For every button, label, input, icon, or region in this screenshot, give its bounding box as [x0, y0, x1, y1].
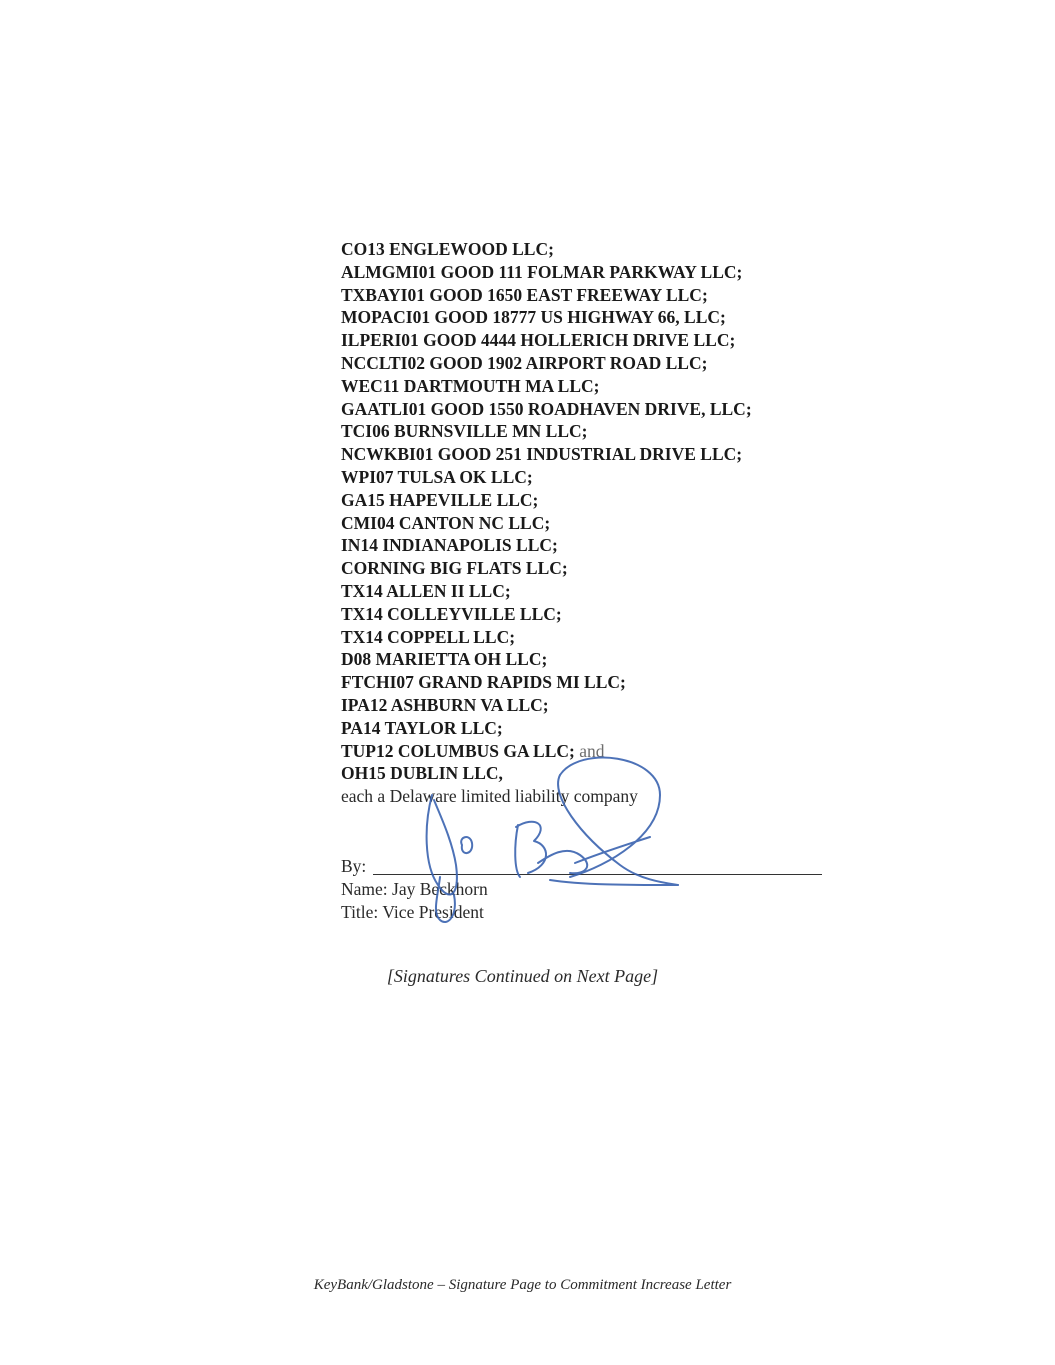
signer-title: Title: Vice President [341, 902, 484, 922]
entity-name: TX14 COLLEYVILLE LLC; [341, 603, 562, 624]
signature-line [373, 874, 822, 875]
signatures-continued-note [0, 966, 1055, 987]
entity-name: TX14 ALLEN II LLC; [341, 580, 511, 601]
by-label: By: [341, 856, 367, 876]
entity-name: D08 MARIETTA OH LLC; [341, 649, 548, 670]
entity-name: WEC11 DARTMOUTH MA LLC; [341, 375, 600, 396]
entity-name-last: OH15 DUBLIN LLC, [341, 763, 503, 784]
signer-name: Name: Jay Beckhorn [341, 879, 488, 899]
signature-block [341, 855, 841, 924]
entity-name: FTCHI07 GRAND RAPIDS MI LLC; [341, 672, 626, 693]
entity-name: TCI06 BURNSVILLE MN LLC; [341, 421, 588, 442]
entity-name: ALMGMI01 GOOD 111 FOLMAR PARKWAY LLC; [341, 261, 743, 282]
entity-name: WPI07 TULSA OK LLC; [341, 466, 533, 487]
entity-name: CO13 ENGLEWOOD LLC; [341, 239, 554, 259]
entity-name: NCWKBI01 GOOD 251 INDUSTRIAL DRIVE LLC; [341, 444, 743, 465]
entity-name: PA14 TAYLOR LLC; [341, 717, 503, 738]
entity-name-penultimate [341, 740, 901, 763]
entity-name: TXBAYI01 GOOD 1650 EAST FREEWAY LLC; [341, 284, 708, 305]
page-footer: KeyBank/Gladstone – Signature Page to Commitment Increase Letter [313, 1277, 732, 1293]
entity-name: IPA12 ASHBURN VA LLC; [341, 694, 549, 715]
entity-name: GAATLI01 GOOD 1550 ROADHAVEN DRIVE, LLC; [341, 398, 752, 419]
entity-list [341, 238, 901, 808]
entity-name: MOPACI01 GOOD 18777 US HIGHWAY 66, LLC; [341, 307, 726, 328]
entity-name: CORNING BIG FLATS LLC; [341, 558, 568, 579]
entity-name: IN14 INDIANAPOLIS LLC; [341, 535, 558, 556]
entity-name: NCCLTI02 GOOD 1902 AIRPORT ROAD LLC; [341, 352, 708, 373]
entity-name: GA15 HAPEVILLE LLC; [341, 489, 539, 510]
entity-name-text: TUP12 COLUMBUS GA LLC; [341, 740, 575, 761]
continued-note-text: [Signatures Continued on Next Page] [386, 966, 659, 986]
conjunction: and [579, 740, 605, 761]
entity-name: CMI04 CANTON NC LLC; [341, 512, 551, 533]
entity-name: ILPERI01 GOOD 4444 HOLLERICH DRIVE LLC; [341, 330, 736, 351]
entity-description: each a Delaware limited liability company [341, 786, 638, 807]
entity-name: TX14 COPPELL LLC; [341, 626, 516, 647]
